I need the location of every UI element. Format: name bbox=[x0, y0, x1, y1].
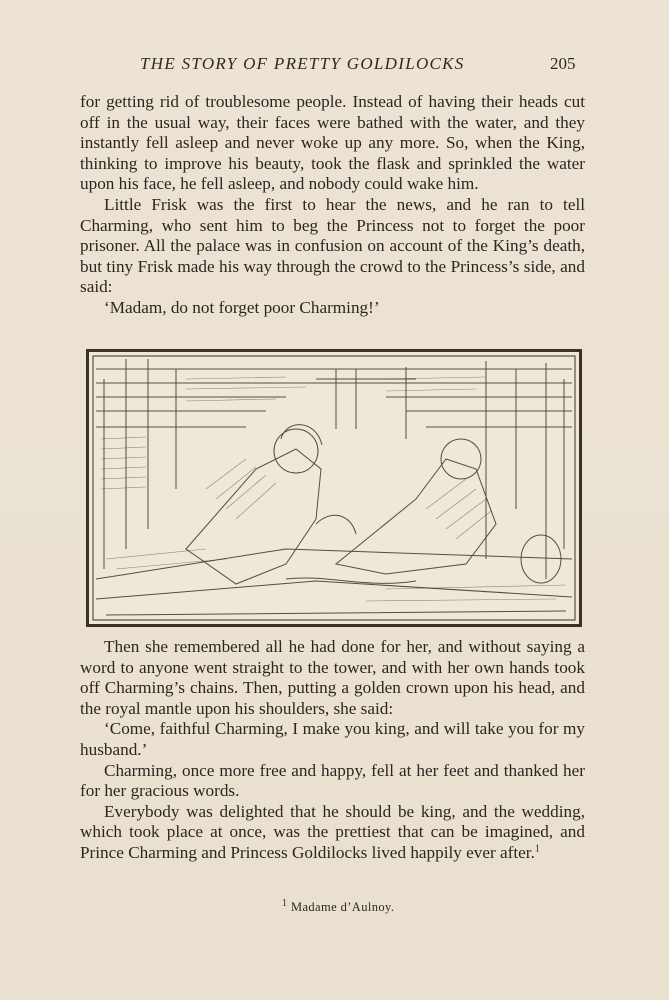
footnote bbox=[282, 897, 395, 915]
engraving-illustration bbox=[86, 349, 582, 627]
paragraph: ‘Madam, do not forget poor Charming!’ bbox=[104, 297, 380, 317]
paragraph-text: Everybody was delighted that he should be king, and the wedding, which took place at once, was the prettiest that can be imagined, and Prince Charming and Princess Goldilocks lived happily ever after. bbox=[80, 801, 585, 862]
paragraph bbox=[80, 802, 585, 864]
footnote-marker: 1 bbox=[282, 897, 288, 909]
paragraph: Charming, once more free and happy, fell at her feet and thanked her for her gracious words. bbox=[80, 760, 585, 801]
page-number: 205 bbox=[550, 54, 576, 73]
text-block-top bbox=[80, 92, 585, 319]
running-title: THE STORY OF PRETTY GOLDILOCKS bbox=[140, 54, 465, 73]
footnote-reference: 1 bbox=[534, 843, 540, 855]
paragraph: ‘Come, faithful Charming, I make you king, and will take you for my husband.’ bbox=[80, 719, 585, 759]
paragraph: for getting rid of troublesome people. Instead of having their heads cut off in the usual way, their faces were bathed with the water, and they instantly fell asleep and never woke up any more. So, when the King, thinking to improve his beauty, took the flask and sprinkled the water upon his face, he fell asleep, and nobody could wake him. bbox=[80, 92, 585, 194]
paragraph: Then she remembered all he had done for her, and without saying a word to anyone went straight to the tower, and with her own hands took off Charming’s chains. Then, putting a golden crown upon his head, and the royal mantle upon his shoulders, she said: bbox=[80, 637, 585, 718]
running-head bbox=[140, 54, 580, 74]
text-block-bottom bbox=[80, 637, 585, 864]
footnote-text: Madame d’Aulnoy. bbox=[290, 900, 395, 914]
paragraph: Little Frisk was the first to hear the news, and he ran to tell Charming, who sent him to beg the Princess not to forget the poor prisoner. All the palace was in confusion on account of the King’s death, but tiny Frisk made his way through the crowd to the Princess’s side, and said: bbox=[80, 194, 585, 297]
